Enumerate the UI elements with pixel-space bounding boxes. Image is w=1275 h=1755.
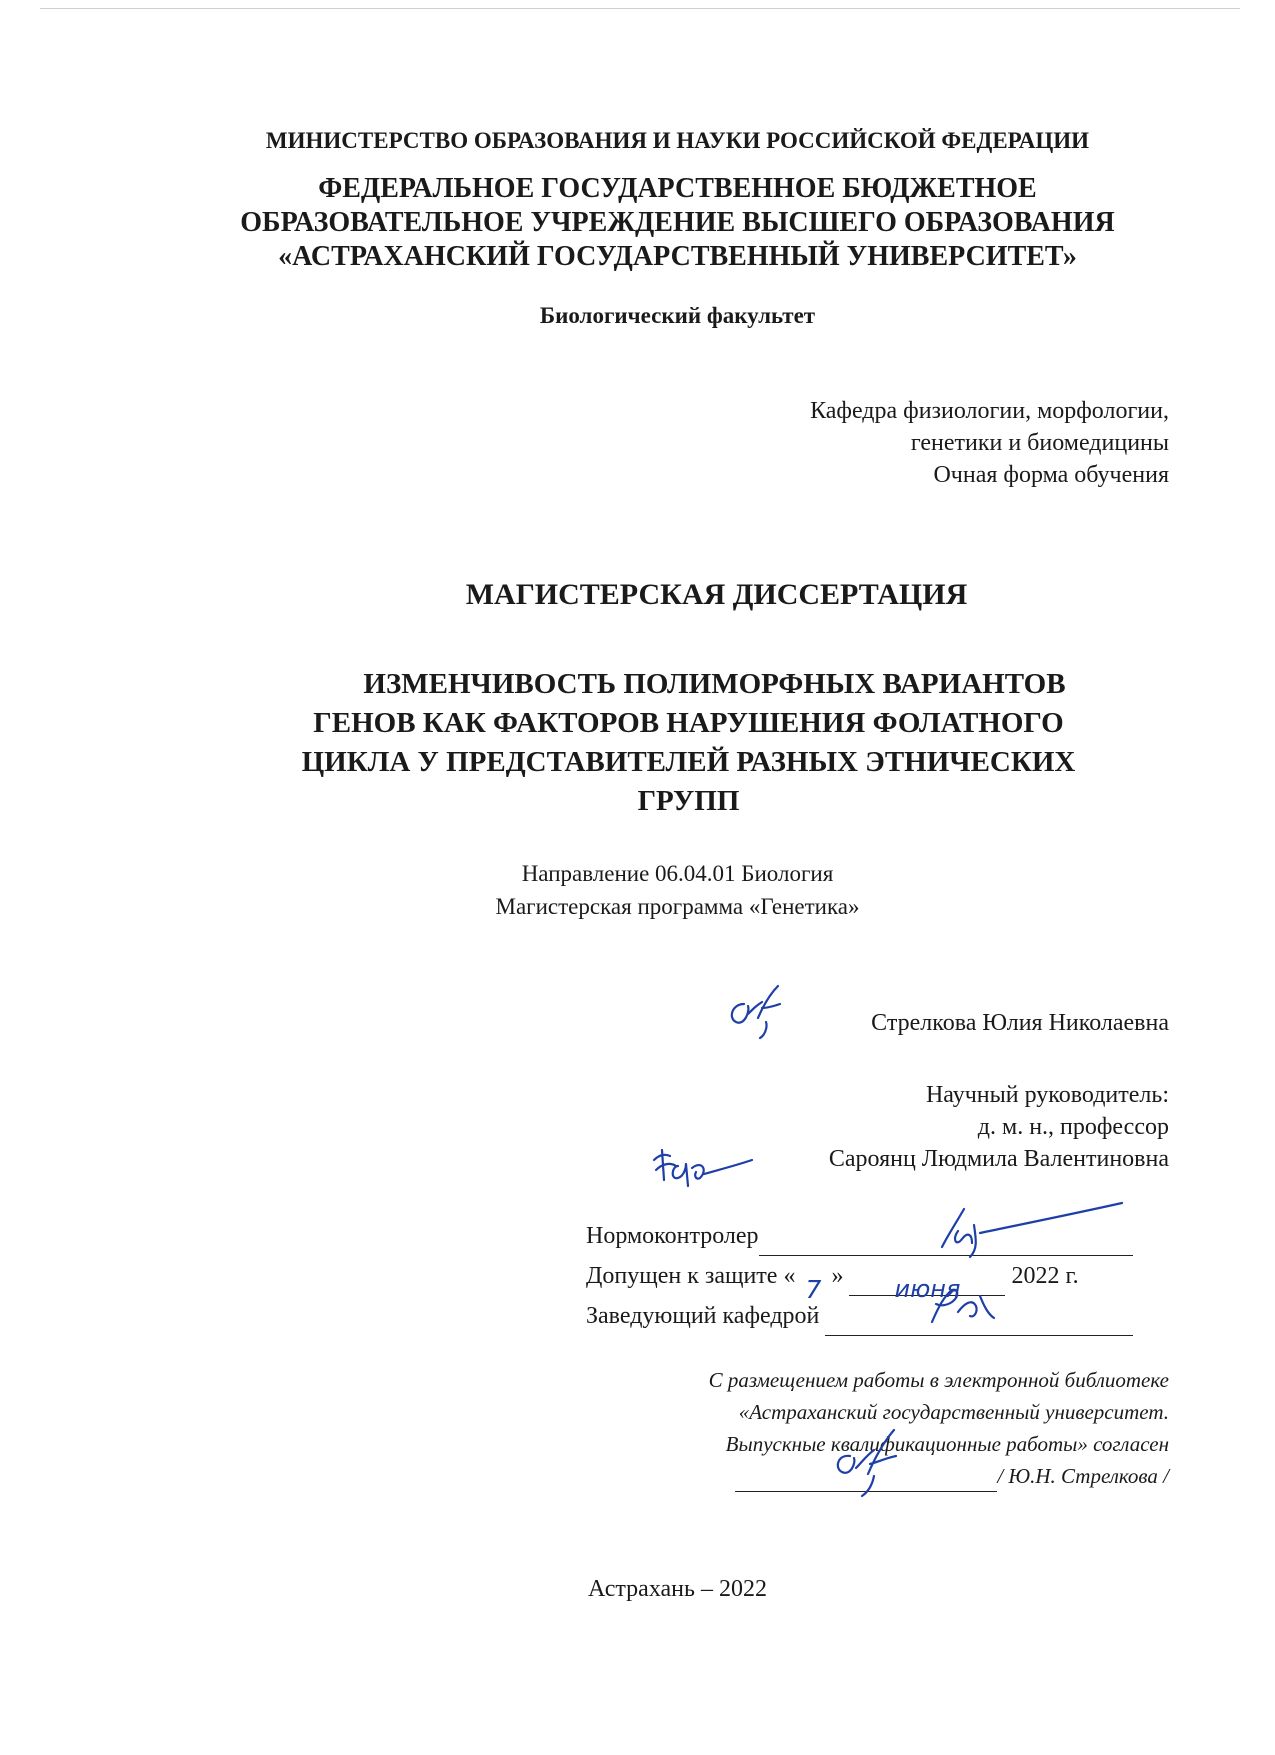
thesis-theme (0, 665, 1275, 821)
thesis-theme-line-4: ГРУПП (637, 785, 740, 817)
library-consent-block (709, 1364, 1169, 1492)
university-name (0, 172, 1275, 274)
department-line-2: генетики и биомедицины (910, 430, 1169, 456)
direction-block (0, 857, 1275, 923)
supervisor-signature (648, 1140, 760, 1192)
author-signature (722, 978, 792, 1040)
library-consent-signature (822, 1420, 912, 1500)
program-line: Магистерская программа «Генетика» (495, 894, 860, 919)
direction-line: Направление 06.04.01 Биология (521, 861, 834, 886)
department-line-3: Очная форма обучения (933, 462, 1169, 488)
admission-year: 2022 г. (1011, 1263, 1079, 1289)
faculty-name: Биологический факультет (539, 303, 816, 328)
author-name: Стрелкова Юлия Николаевна (871, 1010, 1169, 1036)
library-consent-line-1: С размещением работы в электронной библиотеке (708, 1368, 1169, 1392)
normcontrol-signature (928, 1195, 1128, 1265)
library-consent-line-3: Выпускные квалификационные работы» согласен (725, 1432, 1169, 1456)
ministry-heading: МИНИСТЕРСТВО ОБРАЗОВАНИЯ И НАУКИ РОССИЙСКОЙ ФЕДЕРАЦИИ (265, 128, 1090, 153)
library-consent-signer: / Ю.Н. Стрелкова / (997, 1464, 1169, 1488)
university-name-line-2: ОБРАЗОВАТЕЛЬНОЕ УЧРЕЖДЕНИЕ ВЫСШЕГО ОБРАЗОВАНИЯ (240, 207, 1115, 238)
supervisor-name: Сароянц Людмила Валентиновна (828, 1146, 1169, 1172)
department-block (810, 395, 1169, 491)
supervisor-block (829, 1079, 1169, 1175)
admission-prefix: Допущен к защите « (586, 1263, 796, 1289)
library-consent-line-2: «Астраханский государственный университет. (738, 1400, 1169, 1424)
admission-quote-close: » (831, 1263, 844, 1289)
thesis-theme-line-2: ГЕНОВ КАК ФАКТОРОВ НАРУШЕНИЯ ФОЛАТНОГО (313, 707, 1064, 739)
normcontrol-label: Нормоконтролер (586, 1223, 759, 1249)
supervisor-label: Научный руководитель: (925, 1082, 1169, 1108)
admission-month: июня (894, 1275, 961, 1303)
department-line-1: Кафедра физиологии, морфологии, (810, 398, 1169, 424)
page-top-edge (40, 8, 1240, 9)
head-of-department-row (586, 1296, 1176, 1336)
library-consent-signature-row (709, 1460, 1169, 1492)
head-of-department-label: Заведующий кафедрой (586, 1303, 820, 1329)
university-name-line-1: ФЕДЕРАЛЬНОЕ ГОСУДАРСТВЕННОЕ БЮДЖЕТНОЕ (318, 173, 1037, 204)
head-of-department-signature (924, 1282, 1014, 1332)
supervisor-degree: д. м. н., профессор (977, 1114, 1169, 1140)
admission-day: 7 (805, 1275, 822, 1304)
city-year: Астрахань – 2022 (588, 1576, 767, 1602)
work-type-title: МАГИСТЕРСКАЯ ДИССЕРТАЦИЯ (465, 578, 968, 611)
thesis-theme-line-3: ЦИКЛА У ПРЕДСТАВИТЕЛЕЙ РАЗНЫХ ЭТНИЧЕСКИХ (301, 746, 1076, 778)
university-name-line-3: «АСТРАХАНСКИЙ ГОСУДАРСТВЕННЫЙ УНИВЕРСИТЕТ» (278, 241, 1077, 272)
thesis-theme-line-1: ИЗМЕНЧИВОСТЬ ПОЛИМОРФНЫХ ВАРИАНТОВ (363, 668, 1066, 700)
